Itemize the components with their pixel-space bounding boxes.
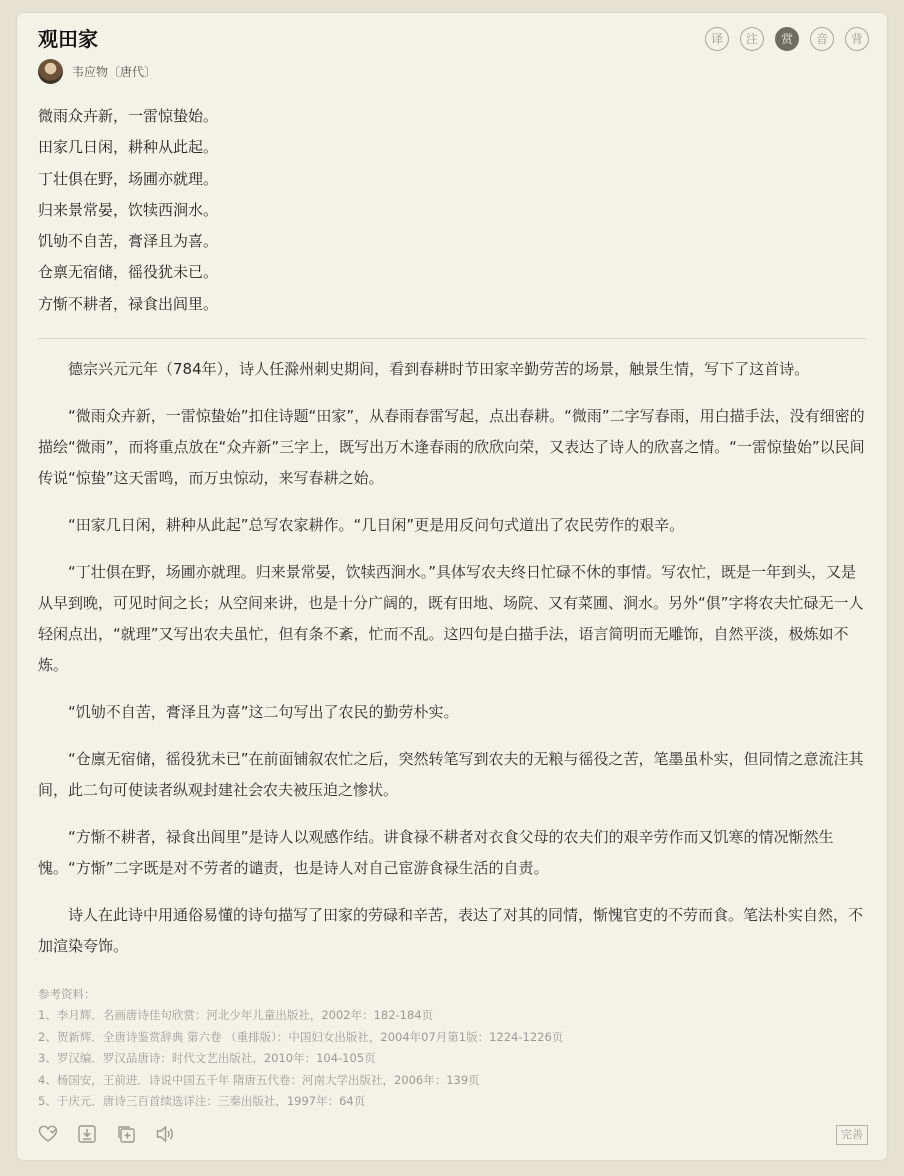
speaker-icon[interactable] bbox=[155, 1124, 175, 1144]
recite-button[interactable]: 背 bbox=[845, 27, 869, 51]
appreciate-button[interactable]: 赏 bbox=[775, 27, 799, 51]
appreciation-paragraph: “方惭不耕者，禄食出闾里”是诗人以观感作结。讲食禄不耕者对衣食父母的农夫们的艰辛劳作而又饥寒的情况惭然生愧。“方惭”二字既是对不劳者的谴责，也是诗人对自己宦游食禄生活的自责。 bbox=[38, 828, 834, 877]
audio-button[interactable]: 音 bbox=[810, 27, 834, 51]
references-title: 参考资料： bbox=[38, 987, 96, 1001]
poem-line: 仓禀无宿储，徭役犹未已。 bbox=[38, 263, 219, 282]
author-avatar[interactable] bbox=[38, 59, 63, 84]
download-icon[interactable] bbox=[77, 1124, 97, 1144]
poem-title[interactable]: 观田家 bbox=[38, 27, 98, 51]
appreciation-paragraph: 诗人在此诗中用通俗易懂的诗句描写了田家的劳碌和辛苦，表达了对其的同情，惭愧官吏的不劳而食。笔法朴实自然，不加渲染夸饰。 bbox=[38, 906, 864, 955]
appreciation-paragraph: 德宗兴元元年（784年），诗人任滁州刺史期间，看到春耕时节田家辛勤劳苦的场景，触景生情，写下了这首诗。 bbox=[68, 360, 810, 378]
poem-line: 田家几日闲，耕种从此起。 bbox=[38, 138, 219, 157]
reference-item: 1、李月辉．名画唐诗佳句欣赏：河北少年儿童出版社，2002年：182-184页 bbox=[38, 1008, 434, 1022]
copy-icon[interactable] bbox=[116, 1124, 136, 1144]
appreciation-paragraph: “田家几日闲，耕种从此起”总写农家耕作。“几日闲”更是用反问句式道出了农民劳作的艰辛。 bbox=[68, 516, 685, 534]
poem-body bbox=[38, 101, 218, 320]
translate-button[interactable]: 译 bbox=[705, 27, 729, 51]
toolbar bbox=[705, 27, 869, 51]
appreciation-paragraph: “仓廪无宿储，徭役犹未已”在前面铺叙农忙之后，突然转笔写到农夫的无粮与徭役之苦，笔墨虽朴实，但同情之意流注其间，此二句可使读者纵观封建社会农夫被压迫之惨状。 bbox=[38, 750, 864, 799]
appreciation-paragraph: “饥劬不自苦，膏泽且为喜”这二句写出了农民的勤劳朴实。 bbox=[68, 703, 459, 721]
reference-item: 3、罗汉编．罗汉品唐诗：时代文艺出版社，2010年：104-105页 bbox=[38, 1051, 376, 1065]
reference-item: 5、于庆元．唐诗三百首续选详注：三秦出版社，1997年：64页 bbox=[38, 1094, 366, 1108]
favorite-icon[interactable] bbox=[38, 1124, 58, 1144]
poem-line: 方惭不耕者，禄食出闾里。 bbox=[38, 294, 219, 313]
action-bar bbox=[38, 1124, 175, 1144]
reference-item: 2、贺新辉．全唐诗鉴赏辞典 第六卷 （重排版）：中国妇女出版社，2004年07月第1版：1224-1226页 bbox=[38, 1029, 564, 1044]
section-divider bbox=[38, 338, 866, 339]
appreciation-paragraph: “微雨众卉新，一雷惊蛰始”扣住诗题“田家”，从春雨春雷写起，点出春耕。“微雨”二字写春雨，用白描手法，没有细密的描绘“微雨”，而将重点放在“众卉新”三字上，既写出万木逢春雨的欣欣向荣，又表达了诗人的欣喜之情。“一雷惊蛰始”以民间传说“惊蛰”这天雷鸣，而万虫惊动，来写春耕之始。 bbox=[38, 407, 865, 487]
poem-line: 归来景常晏，饮犊西涧水。 bbox=[38, 200, 219, 219]
improve-button[interactable]: 完善 bbox=[836, 1125, 868, 1145]
reference-item: 4、杨国安，王前进．诗说中国五千年 隋唐五代卷：河南大学出版社，2006年：139页 bbox=[38, 1072, 480, 1087]
poem-card bbox=[17, 13, 887, 1160]
poem-line: 微雨众卉新，一雷惊蛰始。 bbox=[38, 107, 219, 125]
references bbox=[38, 984, 563, 1113]
author-row bbox=[38, 59, 156, 84]
appreciation-paragraph: “丁壮俱在野，场圃亦就理。归来景常晏，饮犊西涧水。”具体写农夫终日忙碌不休的事情。写农忙，既是一年到头，又是从早到晚，可见时间之长；从空间来讲，也是十分广阔的，既有田地、场院、又有菜圃、涧水。另外“俱”字将农夫忙碌无一人轻闲点出，“就理”又写出农夫虽忙，但有条不紊，忙而不乱。这四句是白描手法，语言简明而无雕饰，自然平淡，极炼如不炼。 bbox=[38, 563, 864, 674]
annotate-button[interactable]: 注 bbox=[740, 27, 764, 51]
author-name[interactable]: 韦应物〔唐代〕 bbox=[72, 65, 157, 79]
poem-line: 丁壮俱在野，场圃亦就理。 bbox=[38, 169, 219, 188]
appreciation-section bbox=[38, 354, 866, 978]
poem-line: 饥劬不自苦，膏泽且为喜。 bbox=[38, 232, 219, 251]
